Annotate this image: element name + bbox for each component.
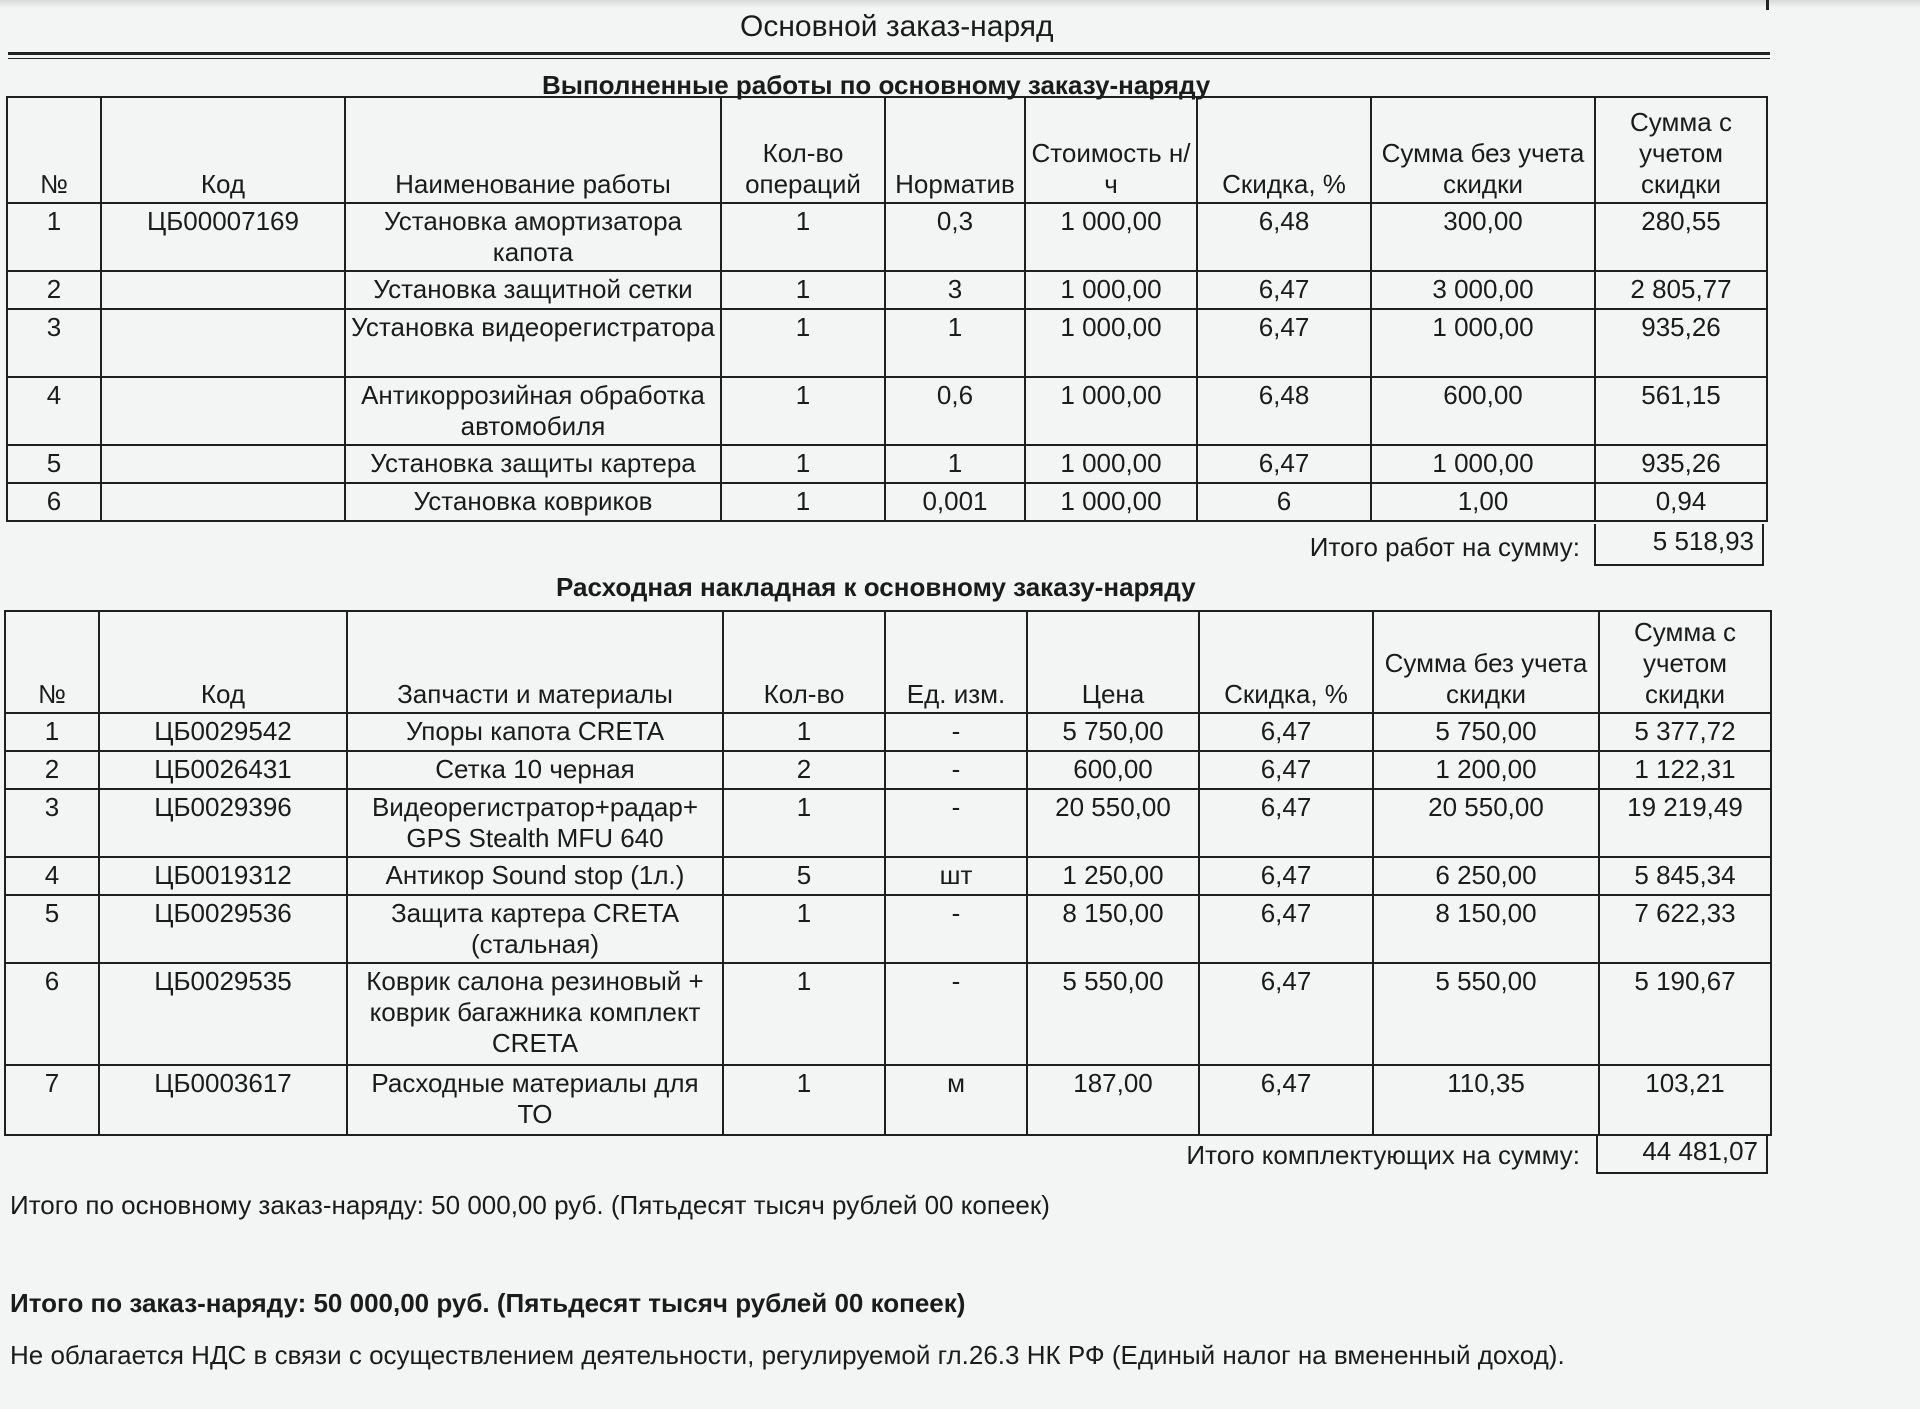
cell-code: ЦБ0029396	[99, 789, 347, 857]
cell-name: Видеорегистратор+радар+ GPS Stealth MFU 640	[347, 789, 723, 857]
cell-sum-with-discount: 0,94	[1595, 483, 1767, 521]
cell-qty: 1	[723, 1065, 885, 1135]
cell-unit: -	[885, 789, 1027, 857]
cell-code	[101, 483, 345, 521]
cell-name: Установка защитной сетки	[345, 271, 721, 309]
cell-price: 1 250,00	[1027, 857, 1199, 895]
main-order-total: Итого по основному заказ-наряду: 50 000,00 руб. (Пятьдесят тысяч рублей 00 копеек)	[10, 1190, 1050, 1220]
cell-sum-no-discount: 5 550,00	[1373, 963, 1599, 1065]
cell-code: ЦБ0026431	[99, 751, 347, 789]
works-total-label: Итого работ на сумму:	[1309, 532, 1580, 562]
table-row	[7, 377, 1767, 445]
cell-discount: 6,47	[1197, 309, 1371, 377]
parts-total-label: Итого комплектующих на сумму:	[1186, 1140, 1580, 1170]
table-row	[7, 445, 1767, 483]
parts-table	[4, 610, 1772, 1136]
order-total: Итого по заказ-наряду: 50 000,00 руб. (Пятьдесят тысяч рублей 00 копеек)	[10, 1288, 966, 1318]
cell-sum-no-discount: 6 250,00	[1373, 857, 1599, 895]
table-row	[5, 1065, 1771, 1135]
document-title: Основной заказ-наряд	[740, 10, 1054, 43]
cell-code: ЦБ0003617	[99, 1065, 347, 1135]
works-header-discount: Скидка, %	[1197, 97, 1371, 203]
cell-price: 600,00	[1027, 751, 1199, 789]
cell-sum-no-discount: 1 000,00	[1371, 445, 1595, 483]
cell-discount: 6,47	[1199, 857, 1373, 895]
works-total-value: 5 518,93	[1594, 524, 1764, 566]
cell-discount: 6,47	[1199, 751, 1373, 789]
cell-name: Установка ковриков	[345, 483, 721, 521]
cell-discount: 6,47	[1199, 1065, 1373, 1135]
cell-name: Установка амортизатора капота	[345, 203, 721, 271]
cell-num: 7	[5, 1065, 99, 1135]
cell-norm: 3	[885, 271, 1025, 309]
cell-discount: 6,47	[1197, 445, 1371, 483]
works-section-title: Выполненные работы по основному заказу-наряду	[542, 70, 1211, 100]
cell-num: 6	[5, 963, 99, 1065]
cell-num: 1	[7, 203, 101, 271]
table-row	[7, 483, 1767, 521]
table-row	[7, 309, 1767, 377]
cell-num: 1	[5, 713, 99, 751]
cell-sum-with-discount: 1 122,31	[1599, 751, 1771, 789]
cell-discount: 6,48	[1197, 203, 1371, 271]
cell-num: 4	[5, 857, 99, 895]
cell-discount: 6,47	[1199, 713, 1373, 751]
cell-norm: 0,6	[885, 377, 1025, 445]
table-row	[5, 789, 1771, 857]
cell-unit: -	[885, 751, 1027, 789]
cell-cost: 1 000,00	[1025, 271, 1197, 309]
cell-sum-no-discount: 20 550,00	[1373, 789, 1599, 857]
cell-num: 6	[7, 483, 101, 521]
top-right-border	[1766, 0, 1769, 10]
cell-discount: 6,47	[1199, 963, 1373, 1065]
cell-code: ЦБ0029535	[99, 963, 347, 1065]
parts-header-code: Код	[99, 611, 347, 713]
parts-header-num: №	[5, 611, 99, 713]
cell-ops: 1	[721, 483, 885, 521]
parts-header-discount: Скидка, %	[1199, 611, 1373, 713]
table-row	[7, 203, 1767, 271]
cell-unit: -	[885, 713, 1027, 751]
cell-sum-no-discount: 3 000,00	[1371, 271, 1595, 309]
cell-ops: 1	[721, 309, 885, 377]
works-header-ops: Кол-во операций	[721, 97, 885, 203]
title-double-rule	[8, 52, 1770, 59]
parts-header-unit: Ед. изм.	[885, 611, 1027, 713]
cell-num: 5	[5, 895, 99, 963]
cell-code: ЦБ00007169	[101, 203, 345, 271]
cell-price: 20 550,00	[1027, 789, 1199, 857]
cell-num: 3	[7, 309, 101, 377]
cell-cost: 1 000,00	[1025, 483, 1197, 521]
cell-sum-with-discount: 5 845,34	[1599, 857, 1771, 895]
cell-num: 4	[7, 377, 101, 445]
cell-qty: 1	[723, 895, 885, 963]
cell-name: Сетка 10 черная	[347, 751, 723, 789]
cell-unit: м	[885, 1065, 1027, 1135]
cell-sum-no-discount: 110,35	[1373, 1065, 1599, 1135]
cell-qty: 5	[723, 857, 885, 895]
parts-header-qty: Кол-во	[723, 611, 885, 713]
parts-header-sum-no-discount: Сумма без учета скидки	[1373, 611, 1599, 713]
cell-code	[101, 271, 345, 309]
cell-code: ЦБ0029536	[99, 895, 347, 963]
works-header-cost: Стоимость н/ч	[1025, 97, 1197, 203]
cell-qty: 1	[723, 713, 885, 751]
cell-num: 3	[5, 789, 99, 857]
cell-price: 8 150,00	[1027, 895, 1199, 963]
works-header-num: №	[7, 97, 101, 203]
cell-sum-with-discount: 935,26	[1595, 309, 1767, 377]
cell-code: ЦБ0029542	[99, 713, 347, 751]
parts-section-title: Расходная накладная к основному заказу-наряду	[556, 572, 1196, 602]
cell-sum-with-discount: 2 805,77	[1595, 271, 1767, 309]
cell-name: Установка видеорегистратора	[345, 309, 721, 377]
cell-code	[101, 309, 345, 377]
cell-ops: 1	[721, 203, 885, 271]
works-header-sum-with-discount: Сумма с учетом скидки	[1595, 97, 1767, 203]
cell-cost: 1 000,00	[1025, 309, 1197, 377]
cell-ops: 1	[721, 377, 885, 445]
cell-discount: 6,47	[1199, 789, 1373, 857]
parts-header-sum-with-discount: Сумма с учетом скидки	[1599, 611, 1771, 713]
cell-cost: 1 000,00	[1025, 445, 1197, 483]
cell-sum-no-discount: 1 000,00	[1371, 309, 1595, 377]
cell-sum-with-discount: 19 219,49	[1599, 789, 1771, 857]
cell-cost: 1 000,00	[1025, 377, 1197, 445]
cell-sum-no-discount: 5 750,00	[1373, 713, 1599, 751]
cell-unit: -	[885, 963, 1027, 1065]
table-row	[5, 713, 1771, 751]
cell-norm: 0,3	[885, 203, 1025, 271]
cell-norm: 1	[885, 309, 1025, 377]
table-row	[7, 271, 1767, 309]
cell-sum-with-discount: 935,26	[1595, 445, 1767, 483]
cell-price: 5 550,00	[1027, 963, 1199, 1065]
cell-num: 2	[5, 751, 99, 789]
vat-note: Не облагается НДС в связи с осуществлением деятельности, регулируемой гл.26.3 НК РФ (Единый налог на вмененный доход).	[10, 1340, 1565, 1370]
cell-code	[101, 445, 345, 483]
cell-norm: 1	[885, 445, 1025, 483]
cell-code: ЦБ0019312	[99, 857, 347, 895]
cell-code	[101, 377, 345, 445]
cell-qty: 1	[723, 963, 885, 1065]
parts-header-name: Запчасти и материалы	[347, 611, 723, 713]
cell-discount: 6,47	[1199, 895, 1373, 963]
table-row	[5, 895, 1771, 963]
cell-qty: 1	[723, 789, 885, 857]
page-top-shadow	[0, 0, 1920, 8]
cell-sum-no-discount: 1 200,00	[1373, 751, 1599, 789]
cell-num: 2	[7, 271, 101, 309]
works-header-sum-no-discount: Сумма без учета скидки	[1371, 97, 1595, 203]
cell-sum-no-discount: 600,00	[1371, 377, 1595, 445]
cell-sum-with-discount: 280,55	[1595, 203, 1767, 271]
cell-price: 5 750,00	[1027, 713, 1199, 751]
cell-norm: 0,001	[885, 483, 1025, 521]
cell-qty: 2	[723, 751, 885, 789]
cell-name: Расходные материалы для ТО	[347, 1065, 723, 1135]
cell-sum-with-discount: 561,15	[1595, 377, 1767, 445]
cell-price: 187,00	[1027, 1065, 1199, 1135]
cell-name: Антикоррозийная обработка автомобиля	[345, 377, 721, 445]
cell-discount: 6,47	[1197, 271, 1371, 309]
cell-name: Коврик салона резиновый + коврик багажника комплект CRETA	[347, 963, 723, 1065]
parts-header-price: Цена	[1027, 611, 1199, 713]
cell-cost: 1 000,00	[1025, 203, 1197, 271]
works-header-code: Код	[101, 97, 345, 203]
cell-sum-with-discount: 7 622,33	[1599, 895, 1771, 963]
cell-discount: 6,48	[1197, 377, 1371, 445]
cell-sum-no-discount: 1,00	[1371, 483, 1595, 521]
cell-sum-with-discount: 5 190,67	[1599, 963, 1771, 1065]
cell-name: Упоры капота CRETA	[347, 713, 723, 751]
cell-name: Антикор Sound stop (1л.)	[347, 857, 723, 895]
cell-unit: шт	[885, 857, 1027, 895]
works-header-norm: Норматив	[885, 97, 1025, 203]
cell-sum-no-discount: 8 150,00	[1373, 895, 1599, 963]
works-table	[6, 96, 1768, 522]
works-header-name: Наименование работы	[345, 97, 721, 203]
cell-ops: 1	[721, 445, 885, 483]
cell-ops: 1	[721, 271, 885, 309]
cell-sum-no-discount: 300,00	[1371, 203, 1595, 271]
cell-sum-with-discount: 103,21	[1599, 1065, 1771, 1135]
table-row	[5, 963, 1771, 1065]
parts-header-row	[5, 611, 1771, 713]
cell-sum-with-discount: 5 377,72	[1599, 713, 1771, 751]
cell-discount: 6	[1197, 483, 1371, 521]
cell-unit: -	[885, 895, 1027, 963]
table-row	[5, 857, 1771, 895]
cell-name: Защита картера CRETA (стальная)	[347, 895, 723, 963]
table-row	[5, 751, 1771, 789]
parts-total-value: 44 481,07	[1596, 1134, 1768, 1174]
works-header-row	[7, 97, 1767, 203]
cell-name: Установка защиты картера	[345, 445, 721, 483]
cell-num: 5	[7, 445, 101, 483]
